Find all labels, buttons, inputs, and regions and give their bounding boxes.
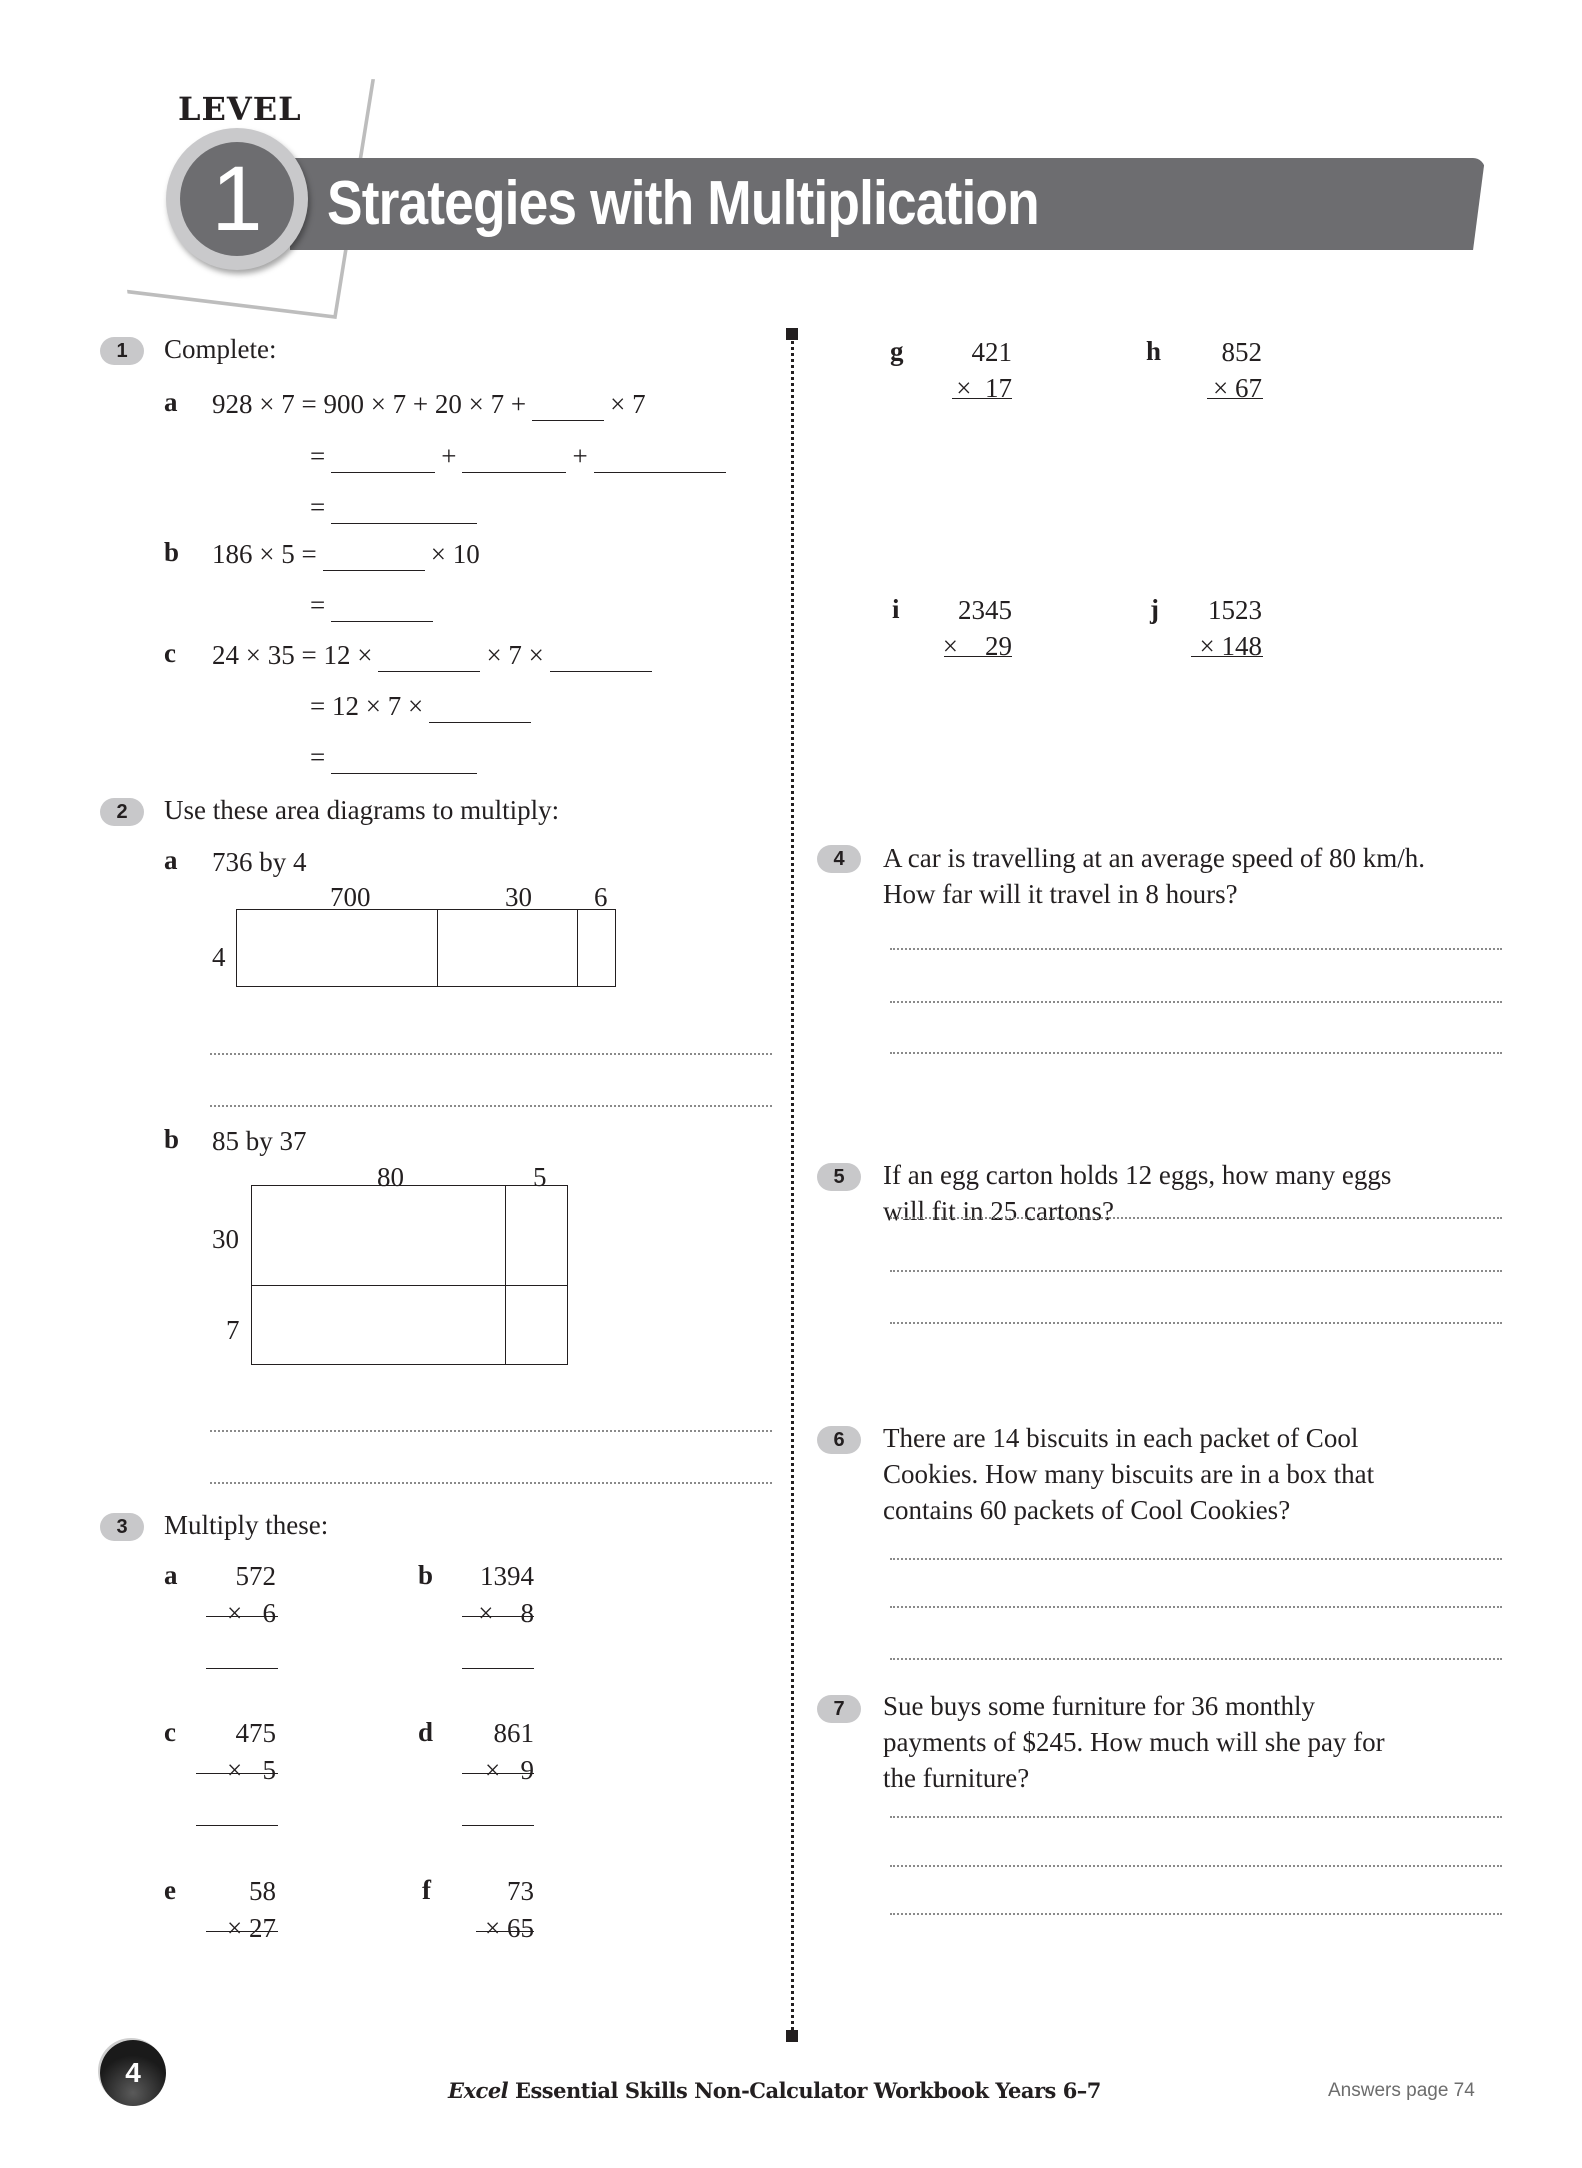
q3f-bottom: × 65	[485, 1913, 534, 1943]
q2a-letter: a	[164, 845, 178, 875]
answer-line[interactable]	[210, 1430, 772, 1432]
q1c-line3	[310, 740, 483, 774]
question-number-4: 4	[817, 845, 861, 873]
q3d-letter: d	[418, 1717, 434, 1747]
level-number: 1	[211, 148, 263, 250]
question-number-6: 6	[817, 1426, 861, 1454]
equals: =	[310, 742, 326, 772]
q2b-letter: b	[164, 1124, 180, 1154]
equals: =	[310, 492, 326, 522]
q1a-blank-2[interactable]	[331, 446, 435, 473]
divider-cap-bottom	[786, 2030, 798, 2042]
column-divider	[791, 336, 794, 2036]
q3e-top: 58	[249, 1876, 276, 1906]
q2b-top-label-80: 80	[377, 1162, 404, 1192]
q6-line: contains 60 packets of Cool Cookies?	[883, 1495, 1291, 1525]
q3c-bottom: × 5	[227, 1755, 276, 1785]
q4-text	[883, 840, 1425, 912]
answer-line[interactable]	[890, 1865, 1502, 1867]
q3j-rule	[1191, 656, 1263, 657]
answer-line[interactable]	[210, 1105, 772, 1107]
q3c-rule	[196, 1773, 278, 1774]
q1a-blank-1[interactable]	[532, 394, 604, 421]
q3a-rule	[206, 1616, 278, 1617]
q2a-top-label-6: 6	[594, 882, 608, 912]
question-number-1: 1	[100, 337, 144, 365]
q1a-blank-5[interactable]	[331, 497, 477, 524]
q1c-blank-4[interactable]	[331, 747, 477, 774]
q2a-area-diagram	[236, 909, 616, 987]
q3a-bottom: × 6	[227, 1598, 276, 1628]
q3h-bottom: × 67	[1213, 373, 1262, 403]
q1-prompt: Complete:	[164, 334, 277, 364]
q7-line: the furniture?	[883, 1763, 1030, 1793]
equals: =	[310, 590, 326, 620]
answer-line[interactable]	[210, 1053, 772, 1055]
q2a-divider-1	[437, 909, 438, 987]
q2b-vertical-divider	[505, 1185, 506, 1365]
q3b-letter: b	[418, 1560, 434, 1590]
q2-prompt: Use these area diagrams to multiply:	[164, 795, 560, 825]
q3f-rule	[476, 1931, 534, 1932]
q3a-top: 572	[235, 1561, 276, 1591]
q3b-answer-line[interactable]	[462, 1668, 534, 1669]
q3h-rule	[1207, 398, 1263, 399]
answer-line[interactable]	[890, 1658, 1502, 1660]
q1b-blank-2[interactable]	[331, 595, 433, 622]
plus: +	[441, 441, 457, 471]
q1a-letter: a	[164, 387, 178, 417]
answer-line[interactable]	[890, 1052, 1502, 1054]
q1c-expression-2: = 12 × 7 ×	[310, 691, 424, 721]
q3f-letter: f	[422, 1875, 431, 1905]
level-label: LEVEL	[178, 90, 302, 128]
q1b-line1	[212, 537, 480, 571]
q5-line: will fit in 25 cartons?	[883, 1196, 1114, 1226]
q3-prompt: Multiply these:	[164, 1510, 329, 1540]
q6-text	[883, 1420, 1374, 1528]
question-number-7: 7	[817, 1695, 861, 1723]
q3i-rule	[944, 656, 1012, 657]
q5-line: If an egg carton holds 12 eggs, how many eggs	[883, 1160, 1392, 1190]
q1b-blank-1[interactable]	[323, 544, 425, 571]
q1b-times10: × 10	[430, 539, 480, 569]
q3i-letter: i	[892, 594, 900, 624]
answer-line[interactable]	[890, 1913, 1502, 1915]
answer-line[interactable]	[890, 1217, 1502, 1219]
answer-line[interactable]	[210, 1482, 772, 1484]
q2b-side-label-7: 7	[226, 1315, 240, 1345]
q3g-bottom: × 17	[956, 373, 1012, 403]
brand-name: Excel	[448, 2078, 509, 2103]
q3e-bottom: × 27	[227, 1913, 276, 1943]
page-title: Strategies with Multiplication	[327, 169, 1039, 238]
q2b-top-label-5: 5	[533, 1162, 547, 1192]
q1c-line1	[212, 638, 658, 672]
q3g-letter: g	[890, 336, 904, 366]
plus: +	[572, 441, 588, 471]
q1b-expression: 186 × 5 =	[212, 539, 317, 569]
q3e-rule	[206, 1931, 278, 1932]
q1a-blank-3[interactable]	[462, 446, 566, 473]
q1c-blank-3[interactable]	[429, 696, 531, 723]
q1a-line2	[310, 439, 732, 473]
q3a-answer-line[interactable]	[206, 1668, 278, 1669]
q1c-blank-1[interactable]	[378, 645, 480, 672]
q2b-side-label-30: 30	[212, 1224, 239, 1254]
q1a-expression: 928 × 7 = 900 × 7 + 20 × 7 +	[212, 389, 527, 419]
q2b-area-diagram	[251, 1185, 568, 1365]
q1c-blank-2[interactable]	[550, 645, 652, 672]
question-number-5: 5	[817, 1163, 861, 1191]
equals: =	[310, 441, 326, 471]
q1a-times7: × 7	[610, 389, 646, 419]
q3b-bottom: × 8	[478, 1598, 534, 1628]
q4-line: A car is travelling at an average speed of 80 km/h.	[883, 843, 1426, 873]
answer-line[interactable]	[890, 948, 1502, 950]
q3j-letter: j	[1150, 594, 1159, 624]
answer-line[interactable]	[890, 1322, 1502, 1324]
book-title	[448, 2078, 1101, 2103]
q3b-top: 1394	[480, 1561, 534, 1591]
q3i-top: 2345	[958, 595, 1012, 625]
q3c-top: 475	[235, 1718, 276, 1748]
q1b-letter: b	[164, 537, 180, 567]
q3d-rule	[462, 1773, 534, 1774]
answer-line[interactable]	[890, 1001, 1502, 1003]
q1a-line1	[212, 387, 646, 421]
q3j-bottom: × 148	[1199, 631, 1262, 661]
q7-line: payments of $245. How much will she pay for	[883, 1727, 1385, 1757]
q3g-rule	[952, 398, 1012, 399]
q3e-letter: e	[164, 1875, 176, 1905]
answer-line[interactable]	[890, 1558, 1502, 1560]
q1b-line2	[310, 588, 439, 622]
answer-line[interactable]	[890, 1270, 1502, 1272]
q3c-answer-line[interactable]	[196, 1825, 278, 1826]
q7-line: Sue buys some furniture for 36 monthly	[883, 1691, 1315, 1721]
question-number-2: 2	[100, 798, 144, 826]
q2b-horizontal-divider	[251, 1285, 568, 1286]
q2b-label: 85 by 37	[212, 1126, 307, 1156]
q3i-bottom: × 29	[942, 631, 1012, 661]
q1c-times7: × 7 ×	[486, 640, 544, 670]
q2a-side-label-4: 4	[212, 942, 226, 972]
q6-line: Cookies. How many biscuits are in a box that	[883, 1459, 1375, 1489]
q3d-answer-line[interactable]	[462, 1825, 534, 1826]
q1c-line2	[310, 689, 537, 723]
q3h-letter: h	[1146, 336, 1162, 366]
page-number: 4	[125, 2057, 141, 2088]
answer-line[interactable]	[890, 1606, 1502, 1608]
question-number-3: 3	[100, 1513, 144, 1541]
q2a-label: 736 by 4	[212, 847, 307, 877]
q3c-letter: c	[164, 1717, 176, 1747]
q2a-top-label-700: 700	[330, 882, 371, 912]
q6-line: There are 14 biscuits in each packet of Cool	[883, 1423, 1359, 1453]
q1a-blank-4[interactable]	[594, 446, 726, 473]
q3d-bottom: × 9	[485, 1755, 534, 1785]
book-title-text: Essential Skills Non-Calculator Workbook Years 6–7	[508, 2078, 1101, 2103]
q3g-top: 421	[971, 337, 1012, 367]
q4-line: How far will it travel in 8 hours?	[883, 879, 1238, 909]
q3d-top: 861	[493, 1718, 534, 1748]
q3j-top: 1523	[1208, 595, 1262, 625]
answer-line[interactable]	[890, 1816, 1502, 1818]
answers-reference: Answers page 74	[1328, 2080, 1475, 2101]
q3f-top: 73	[507, 1876, 534, 1906]
q3a-letter: a	[164, 1560, 178, 1590]
q1c-expression: 24 × 35 = 12 ×	[212, 640, 373, 670]
q7-text	[883, 1688, 1385, 1796]
q1a-line3	[310, 490, 483, 524]
q3h-top: 852	[1221, 337, 1262, 367]
q3b-rule	[462, 1616, 534, 1617]
q2a-divider-2	[577, 909, 578, 987]
q1c-letter: c	[164, 638, 176, 668]
q2a-top-label-30: 30	[505, 882, 532, 912]
